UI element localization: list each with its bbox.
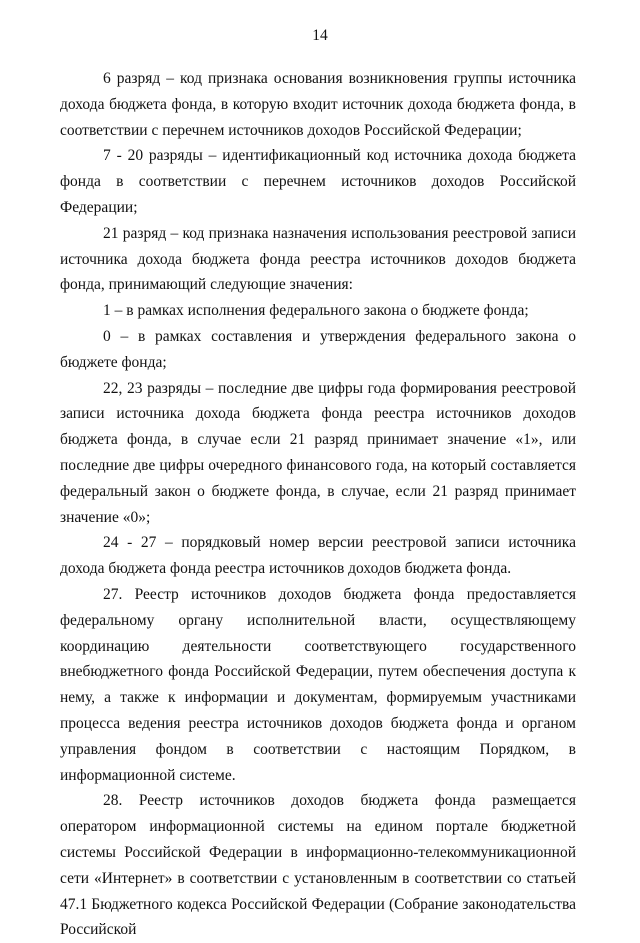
paragraph-item-28: 28. Реестр источников доходов бюджета фонда размещается оператором информационной системы на едином портале бюджетной системы Российской Федерации в информационно-телекоммуникационной сети «Интернет» в соответствии с установленным в соответствии со статьей 47.1 Бюджетного кодекса Российской Федерации (Собрание законодательства Российской: [60, 792, 576, 939]
page-number: 14: [312, 27, 328, 44]
document-body: [60, 66, 576, 943]
paragraph-digits-22-23: 22, 23 разряды – последние две цифры года формирования реестровой записи источника дохода бюджета фонда реестра источников доходов бюджета фонда, в случае если 21 разряд принимает значение «1», или последние две цифры очередного финансового года, на который составляется федеральный закон о бюджете фонда, в случае, если 21 разряд принимает значение «0»;: [60, 379, 576, 526]
paragraph-item-27: 27. Реестр источников доходов бюджета фонда предоставляется федеральному органу исполнительной власти, осуществляющему координацию деятельности соответствующего государственного внебюджетного фонда Российской Федерации, путем обеспечения доступа к нему, а также к информации и документам, формируемым участниками процесса ведения реестра источников доходов бюджета фонда и органом управления фондом в соответствии с настоящим Порядком, в информационной системе.: [60, 585, 576, 784]
paragraph-digits-24-27: 24 - 27 – порядковый номер версии реестровой записи источника дохода бюджета фонда реестра источников доходов бюджета фонда.: [60, 534, 576, 578]
paragraph-digit-21: 21 разряд – код признака назначения использования реестровой записи источника дохода бюджета фонда реестра источников доходов бюджета фонда, принимающий следующие значения:: [60, 224, 576, 294]
paragraph-digit-6: 6 разряд – код признака основания возникновения группы источника дохода бюджета фонда, в которую входит источник дохода бюджета фонда, в соответствии с перечнем источников доходов Российской Федерации;: [60, 70, 576, 139]
paragraph-value-0: 0 – в рамках составления и утверждения федерального закона о бюджете фонда;: [60, 327, 576, 371]
paragraph-digits-7-20: 7 - 20 разряды – идентификационный код источника дохода бюджета фонда в соответствии с перечнем источников доходов Российской Федерации;: [60, 147, 576, 216]
paragraph-value-1: 1 – в рамках исполнения федерального закона о бюджете фонда;: [103, 302, 529, 320]
